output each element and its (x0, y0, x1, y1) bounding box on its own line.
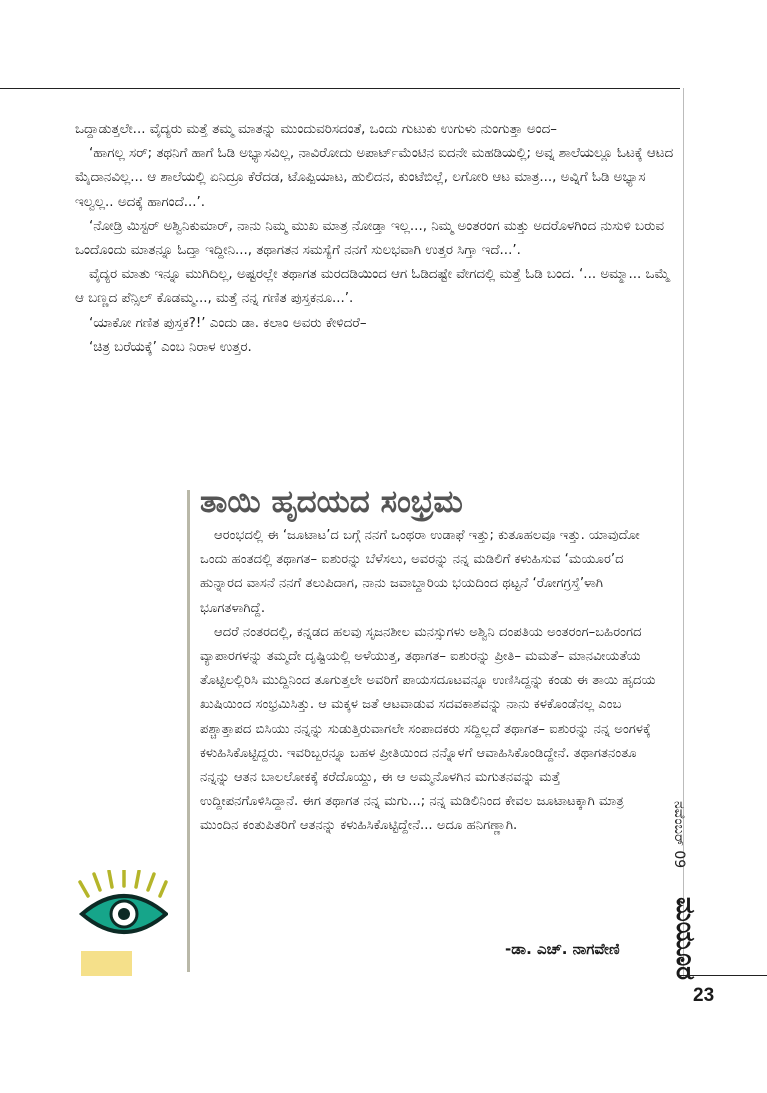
story-paragraph: ‘ಚಿತ್ರ ಬರೆಯಕ್ಕೆ’ ಎಂಬ ನಿರಾಳ ಉತ್ತರ. (89, 339, 252, 355)
story-paragraph: ಒದ್ದಾಡುತ್ತಲೇ... ವೈದ್ಯರು ಮತ್ತೆ ತಮ್ಮ ಮಾತನ್ನು ಮುಂದುವರಿಸದಂತೆ, ಒಂದು ಗುಟುಕು ಉಗುಳು ನುಂಗುತ್ತಾ ಅಂದ– (75, 122, 557, 137)
story-paragraph: ‘ಯಾಕೋ ಗಣಿತ ಪುಸ್ತಕ?!’ ಎಂದು ಡಾ. ಕಲಾಂ ಅವರು ಕೇಳಿದರೆ– (89, 315, 367, 331)
eye-icon (78, 870, 168, 940)
story-paragraph: ‘ನೋಡ್ರಿ ಮಿಸ್ಟರ್ ಅಶ್ವಿನಿಕುಮಾರ್, ನಾನು ನಿಮ್ಮ ಮುಖ ಮಾತ್ರ ನೋಡ್ತಾ ಇಲ್ಲ..., ನಿಮ್ಮ ಅಂತರಂಗ ಮತ್ತು ಅದರೊಳಗಿಂದ ನುಸುಳಿ ಬರುವ ಒಂದೊಂದು ಮಾತನ್ನೂ ಓದ್ತಾ ಇದ್ದೀನಿ..., ತಥಾಗತನ ಸಮಸ್ಯೆಗೆ ನನಗೆ ಸುಲಭವಾಗಿ ಉತ್ತರ ಸಿಗ್ತಾ ಇದೆ...’. (75, 218, 665, 259)
author-signature: -ಡಾ. ಎಚ್. ನಾಗವೇಣಿ (505, 940, 620, 958)
page-number: 23 (693, 985, 715, 1006)
story-paragraph: ವೈದ್ಯರ ಮಾತು ಇನ್ನೂ ಮುಗಿದಿಲ್ಲ, ಅಷ್ಟರಲ್ಲೇ ತಥಾಗತ ಮರದಡಿಯಿಂದ ಆಗ ಓಡಿದಷ್ಟೇ ವೇಗದಲ್ಲಿ ಮತ್ತೆ ಓಡಿ ಬಂದ. ‘... ಅಮ್ಮಾ... ಒಮ್ಮೆ ಆ ಬಣ್ಣದ ಪೆನ್ಸಿಲ್ ಕೊಡಮ್ಮ..., ಮತ್ತೆ ನನ್ನ ಗಣಿತ ಪುಸ್ತಕನೂ...’. (75, 267, 670, 307)
bottom-rule (680, 975, 767, 976)
story-paragraph: ‘ಹಾಗಲ್ಲ ಸರ್; ತಥನಿಗೆ ಹಾಗೆ ಓಡಿ ಅಭ್ಯಾಸವಿಲ್ಲ, ನಾವಿರೋದು ಅಪಾರ್ಟ್‌ಮೆಂಟಿನ ಐದನೇ ಮಹಡಿಯಲ್ಲಿ; ಅವ್ನ ಶಾಲೆಯಲ್ಲೂ ಓಟಕ್ಕೆ ಆಟದ ಮೈದಾನವಿಲ್ಲ... ಆ ಶಾಲೆಯಲ್ಲಿ ಏನಿದ್ರೂ ಕೆರೆದಡ, ಟೊಪ್ಪಿಯಾಟ, ಹುಲಿದನ, ಕುಂಟೆಬಿಲ್ಲೆ, ಲಗೋರಿ ಆಟ ಮಾತ್ರ..., ಅವ್ನಿಗೆ ಓಡಿ ಅಭ್ಯಾಸ ಇಲ್ವಲ್ಲ.. ಅದಕ್ಕೆ ಹಾಗಂದೆ...’. (75, 146, 674, 210)
sidebar-box-title: ತಾಯಿ ಹೃದಯದ ಸಂಭ್ರಮ (200, 484, 463, 520)
magazine-name: ಮಯೂರ (669, 897, 700, 980)
top-rule (0, 88, 680, 89)
box-paragraph: ಆರಂಭದಲ್ಲಿ ಈ ‘ಜೂಟಾಟ’ದ ಬಗ್ಗೆ ನನಗೆ ಒಂಥರಾ ಉಡಾಫೆ ಇತ್ತು; ಕುತೂಹಲವೂ ಇತ್ತು. ಯಾವುದೋ ಒಂದು ಹಂತದಲ್ಲಿ ತಥಾಗತ– ಐಶುರನ್ನು ಬೆಳೆಸಲು, ಅವರನ್ನು ನನ್ನ ಮಡಿಲಿಗೆ ಕಳುಹಿಸುವ ‘ಮಯೂರ’ದ ಹುನ್ನಾರದ ವಾಸನೆ ನನಗೆ ತಲುಪಿದಾಗ, ನಾನು ಜವಾಬ್ದಾರಿಯ ಭಯದಿಂದ ಥಟ್ಟನೆ ‘ರೋಗಗ್ರಸ್ತೆ’ಳಾಗಿ ಭೂಗತಳಾಗಿದ್ದೆ. (200, 528, 640, 616)
box-paragraph: ಆದರೆ ನಂತರದಲ್ಲಿ, ಕನ್ನಡದ ಹಲವು ಸೃಜನಶೀಲ ಮನಸ್ಸುಗಳು ಅಶ್ವಿನಿ ದಂಪತಿಯ ಅಂತರಂಗ–ಬಹಿರಂಗದ ವ್ಯಾಪಾರಗಳನ್ನು ತಮ್ಮದೇ ದೃಷ್ಟಿಯಲ್ಲಿ ಅಳೆಯುತ್ತ, ತಥಾಗತ– ಐಶುರನ್ನು ಪ್ರೀತಿ– ಮಮತೆ– ಮಾನವೀಯತೆಯ ತೊಟ್ಟಿಲಲ್ಲಿರಿಸಿ ಮುದ್ದಿನಿಂದ ತೂಗುತ್ತಲೇ ಅವರಿಗೆ ಪಾಯಸದೂಟವನ್ನೂ ಉಣಿಸಿದ್ದನ್ನು ಕಂಡು ಈ ತಾಯಿ ಹೃದಯ ಖುಷಿಯಿಂದ ಸಂಭ್ರಮಿಸಿತ್ತು. ಆ ಮಕ್ಕಳ ಜತೆ ಆಟವಾಡುವ ಸದವಕಾಶವನ್ನು ನಾನು ಕಳಕೊಂಡೆನಲ್ಲ ಎಂಬ ಪಶ್ಚಾತ್ತಾಪದ ಬಿಸಿಯು ನನ್ನನ್ನು ಸುಡುತ್ತಿರುವಾಗಲೇ ಸಂಪಾದಕರು ಸದ್ದಿಲ್ಲದೆ ತಥಾಗತ– ಐಶುರನ್ನು ನನ್ನ ಅಂಗಳಕ್ಕೆ ಕಳುಹಿಸಿಕೊಟ್ಟಿದ್ದರು. ಇವರಿಬ್ಬರನ್ನೂ ಬಹಳ ಪ್ರೀತಿಯಿಂದ ನನ್ನೊಳಗೆ ಆವಾಹಿಸಿಕೊಂಡಿದ್ದೇನೆ. ತಥಾಗತನಂತೂ ನನ್ನನ್ನು ಆತನ ಬಾಲಲೋಕಕ್ಕೆ ಕರೆದೊಯ್ದು, ಈ ಆ ಅಮ್ಮನೊಳಗಿನ ಮಗುತನವನ್ನು ಮತ್ತೆ ಉದ್ದೀಪನಗೊಳಿಸಿದ್ದಾನೆ. ಈಗ ತಥಾಗತ ನನ್ನ ಮಗು...; ನನ್ನ ಮಡಿಲಿನಿಂದ ಕೇವಲ ಜೂಟಾಟಕ್ಕಾಗಿ ಮಾತ್ರ ಮುಂದಿನ ಕಂತುಪಿತರಿಗೆ ಆತನನ್ನು ಕಳುಹಿಸಿಕೊಟ್ಟಿದ್ದೇನೆ... ಅದೂ ಹನಿಗಣ್ಣಾಗಿ. (200, 624, 656, 834)
yellow-block (81, 951, 132, 976)
magazine-mark (655, 897, 700, 980)
issue-date: ನವೆಂಬರ್ 09 (671, 801, 687, 869)
story-text (75, 118, 675, 360)
sidebar-box-rule (187, 490, 190, 972)
